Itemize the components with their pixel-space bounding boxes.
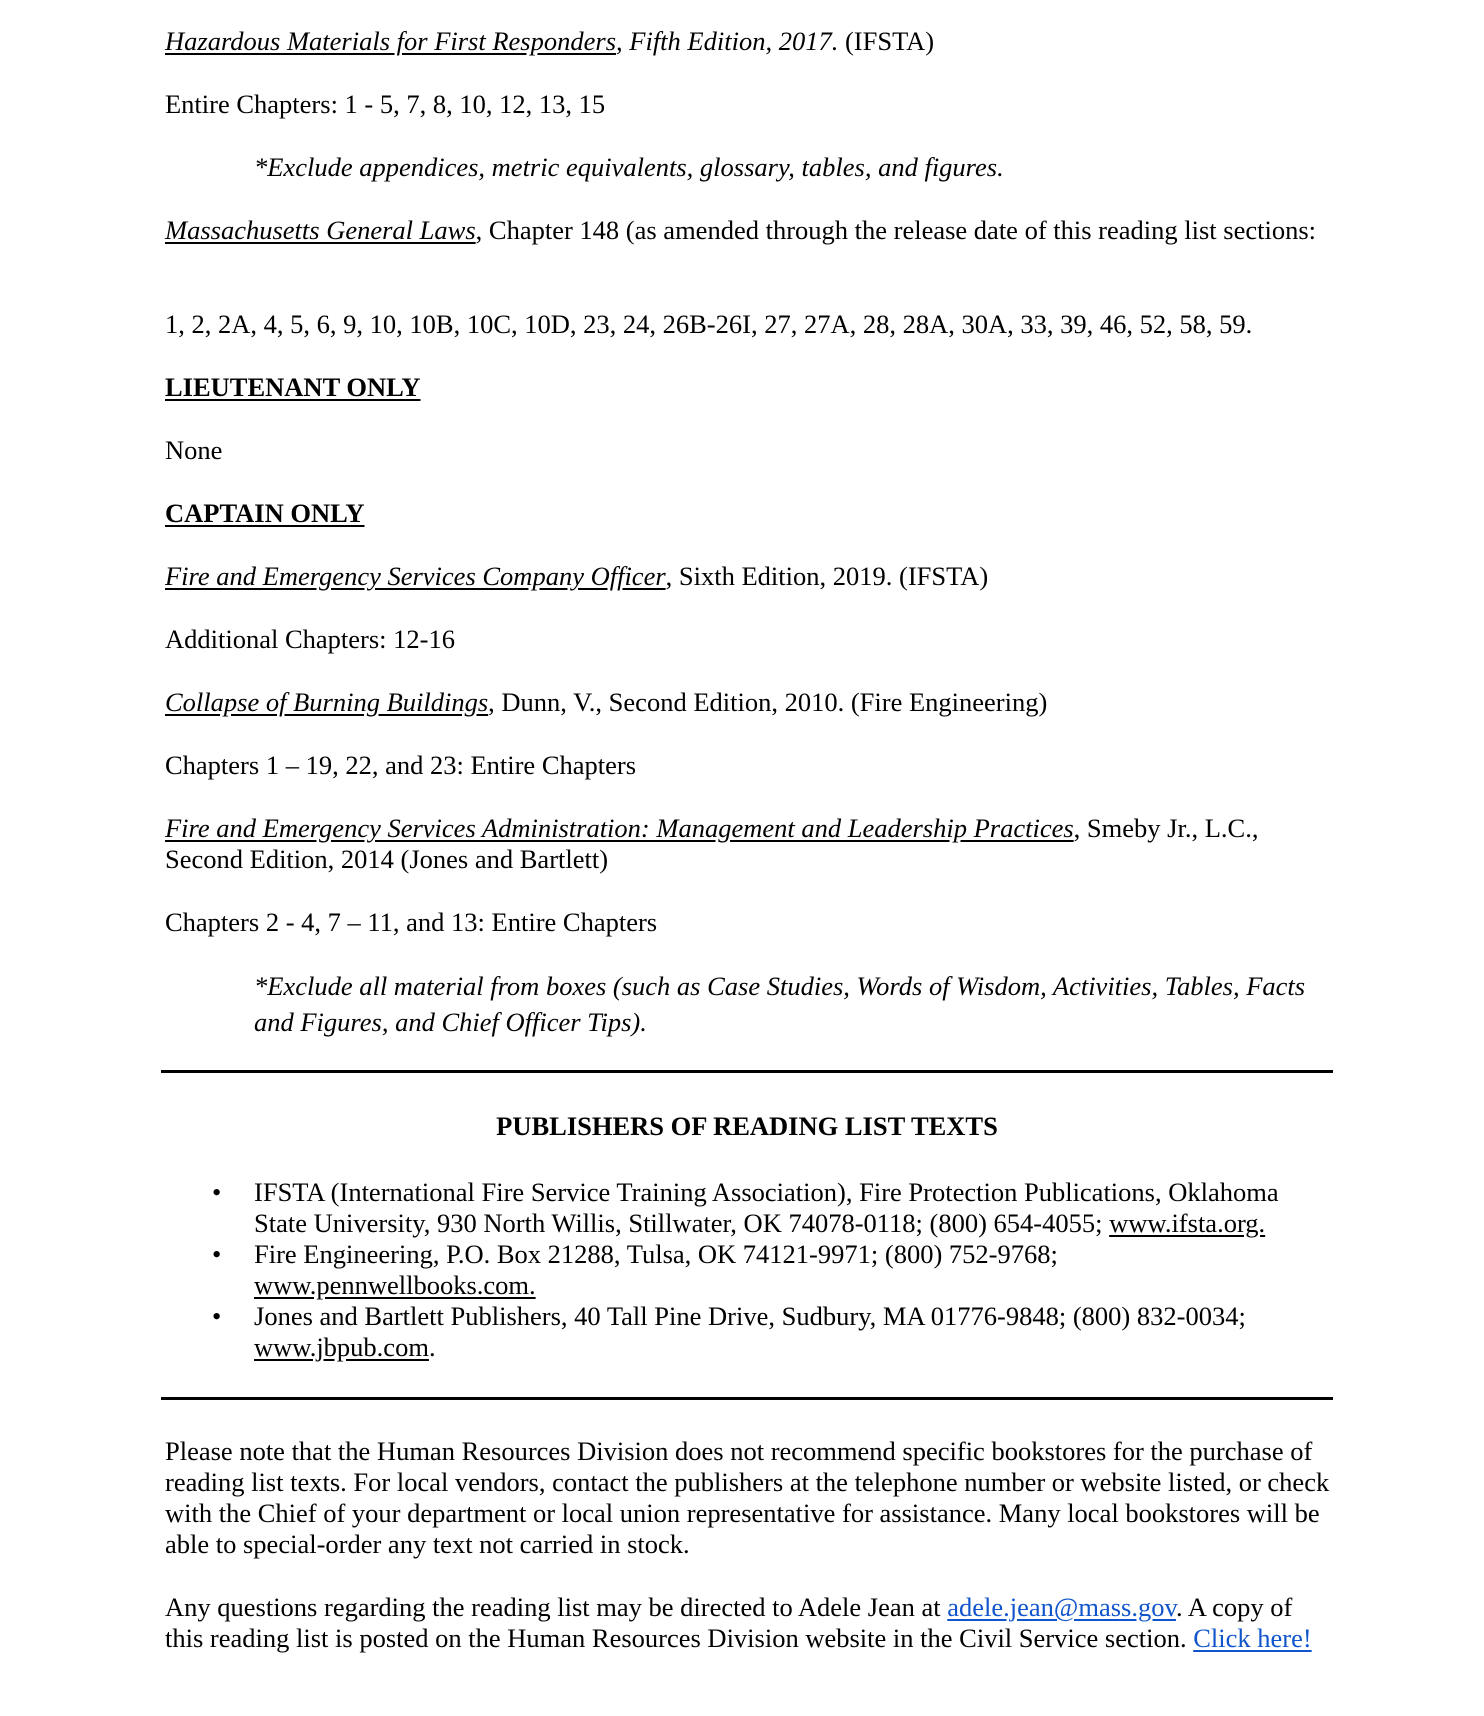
hazmat-chapters: Entire Chapters: 1 - 5, 7, 8, 10, 12, 13, 15: [165, 89, 606, 119]
captain-heading: CAPTAIN ONLY: [165, 498, 365, 528]
mgl-citation: [165, 215, 1335, 246]
company-officer-title: Fire and Emergency Services Company Officer: [165, 561, 666, 591]
publishers-heading: PUBLISHERS OF READING LIST TEXTS: [496, 1111, 998, 1141]
mgl-sections: 1, 2, 2A, 4, 5, 6, 9, 10, 10B, 10C, 10D, 23, 24, 26B-26I, 27, 27A, 28, 28A, 30A, 33, 39, 46, 52, 58, 59.: [165, 309, 1253, 339]
publishers-list: [212, 1177, 1334, 1363]
hazmat-exclusion-note: *Exclude appendices, metric equivalents, glossary, tables, and figures.: [254, 152, 1004, 182]
collapse-chapters: Chapters 1 – 19, 22, and 23: Entire Chapters: [165, 750, 637, 780]
company-officer-chapters: Additional Chapters: 12-16: [165, 624, 455, 654]
jbpub-website-link[interactable]: www.jbpub.com: [254, 1332, 429, 1362]
collapse-title: Collapse of Burning Buildings: [165, 687, 489, 717]
publisher-item-jones-bartlett: • Jones and Bartlett Publishers, 40 Tall Pine Drive, Sudbury, MA 01776-9848; (800) 832-0034; www.jbpub.com.: [212, 1301, 1246, 1362]
lieutenant-heading: LIEUTENANT ONLY: [165, 372, 421, 402]
administration-details: , Smeby Jr., L.C., Second Edition, 2014 (Jones and Bartlett): [165, 813, 1259, 874]
publisher-item-ifsta: • IFSTA (International Fire Service Training Association), Fire Protection Publications, Oklahoma State University, 930 North Willis, Stillwater, OK 74078-0118; (800) 654-4055; www.ifsta.org.: [212, 1177, 1279, 1238]
ifsta-website-link[interactable]: www.ifsta.org.: [1109, 1208, 1266, 1238]
administration-exclusion-note: *Exclude all material from boxes (such as Case Studies, Words of Wisdom, Activities, Tables, Facts and Figures, and Chief Officer Tips).: [254, 971, 1306, 1037]
section-divider: [161, 1070, 1333, 1073]
bullet-icon: •: [212, 1301, 222, 1331]
company-officer-details: , Sixth Edition, 2019. (IFSTA): [665, 561, 989, 591]
mgl-description: , Chapter 148 (as amended through the release date of this reading list sections:: [475, 215, 1317, 245]
publisher-item-fire-engineering: • Fire Engineering, P.O. Box 21288, Tulsa, OK 74121-9971; (800) 752-9768; www.pennwellbooks.com.: [212, 1239, 1058, 1300]
collapse-citation: [165, 687, 1335, 718]
company-officer-citation: [165, 561, 1335, 592]
section-divider: [161, 1397, 1333, 1400]
mgl-title: Massachusetts General Laws: [165, 215, 476, 245]
hazmat-edition: Fifth Edition, 2017: [629, 26, 832, 56]
pennwell-website-link[interactable]: www.pennwellbooks.com.: [254, 1270, 536, 1300]
hazmat-title: Hazardous Materials for First Responders: [165, 26, 617, 56]
click-here-link[interactable]: Click here!: [1193, 1623, 1312, 1653]
bullet-icon: •: [212, 1177, 222, 1207]
email-link[interactable]: adele.jean@mass.gov: [947, 1592, 1176, 1622]
bullet-icon: •: [212, 1239, 222, 1269]
hazmat-citation: Hazardous Materials for First Responders, Fifth Edition, 2017. (IFSTA): [165, 26, 935, 56]
administration-title: Fire and Emergency Services Administration: Management and Leadership Practices: [165, 813, 1074, 843]
bookstore-note: Please note that the Human Resources Division does not recommend specific bookstores for the purchase of reading list texts. For local vendors, contact the publishers at the telephone number or website listed, or check with the Chief of your department or local union representative for assistance. Many local bookstores will be able to special-order any text not carried in stock.: [165, 1436, 1330, 1559]
administration-chapters: Chapters 2 - 4, 7 – 11, and 13: Entire Chapters: [165, 907, 658, 937]
hazmat-publisher: (IFSTA): [844, 26, 935, 56]
administration-citation: [165, 813, 1335, 875]
questions-paragraph: Any questions regarding the reading list may be directed to Adele Jean at adele.jean@mass.gov. A copy of this reading list is posted on the Human Resources Division website in the Civil Service section. Click here!: [165, 1592, 1312, 1653]
collapse-details: , Dunn, V., Second Edition, 2010. (Fire Engineering): [488, 687, 1048, 717]
lieutenant-content: None: [165, 435, 223, 465]
